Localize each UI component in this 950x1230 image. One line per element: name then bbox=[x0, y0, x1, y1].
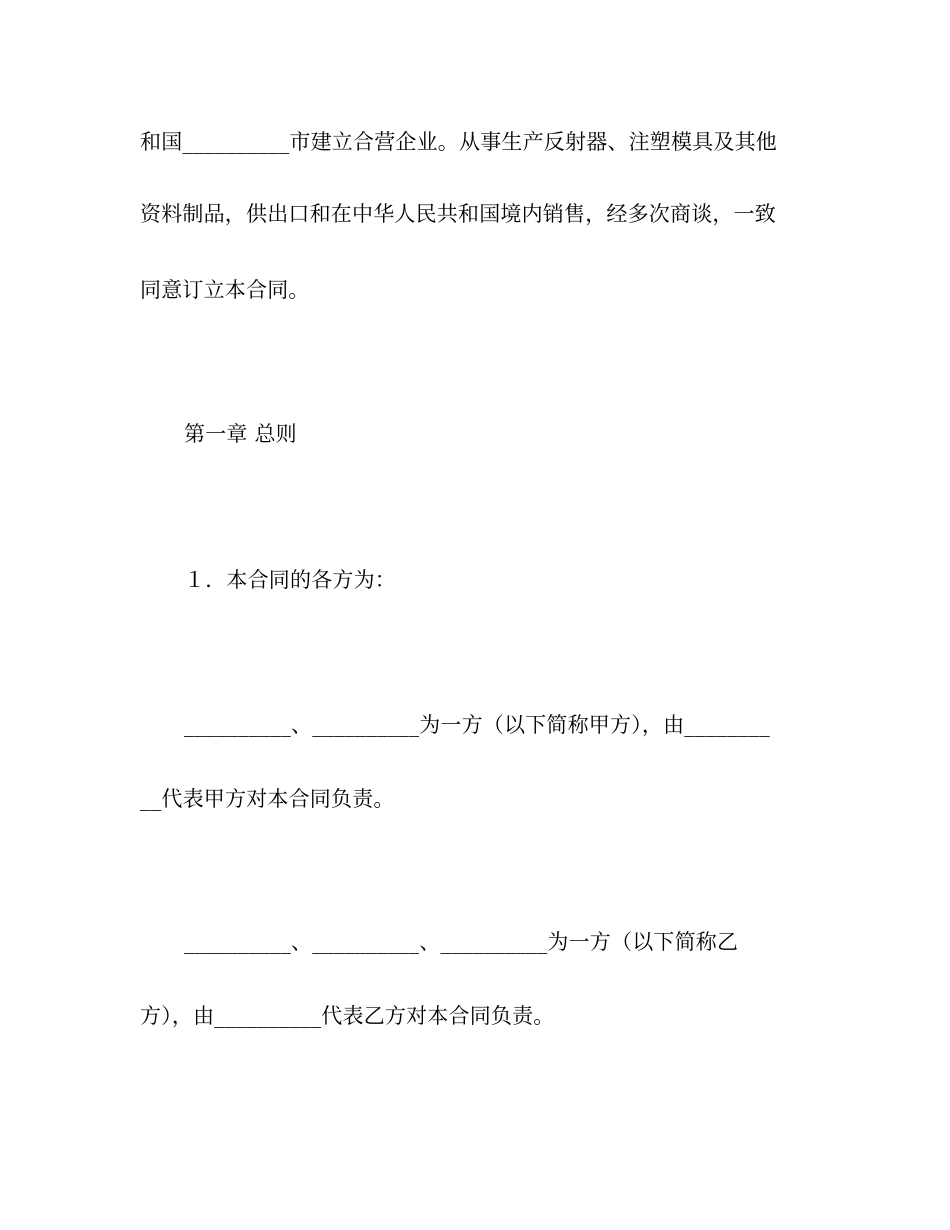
chapter-title: 第一章 总则 bbox=[184, 422, 297, 446]
party-a-line-1: __________、__________为一方（以下简称甲方），由________ bbox=[184, 713, 770, 737]
party-b-line-1: __________、__________、__________为一方（以下简称乙 bbox=[184, 930, 739, 954]
intro-line-2: 资料制品，供出口和在中华人民共和国境内销售，经多次商谈，一致 bbox=[140, 202, 776, 226]
intro-line-1: 和国__________市建立合营企业。从事生产反射器、注塑模具及其他 bbox=[140, 130, 777, 154]
party-a-line-2: __代表甲方对本合同负责。 bbox=[140, 787, 395, 811]
article-1-heading: １．本合同的各方为： bbox=[184, 568, 396, 592]
party-b-line-2: 方），由__________代表乙方对本合同负责。 bbox=[140, 1004, 555, 1028]
intro-line-3: 同意订立本合同。 bbox=[140, 278, 310, 302]
